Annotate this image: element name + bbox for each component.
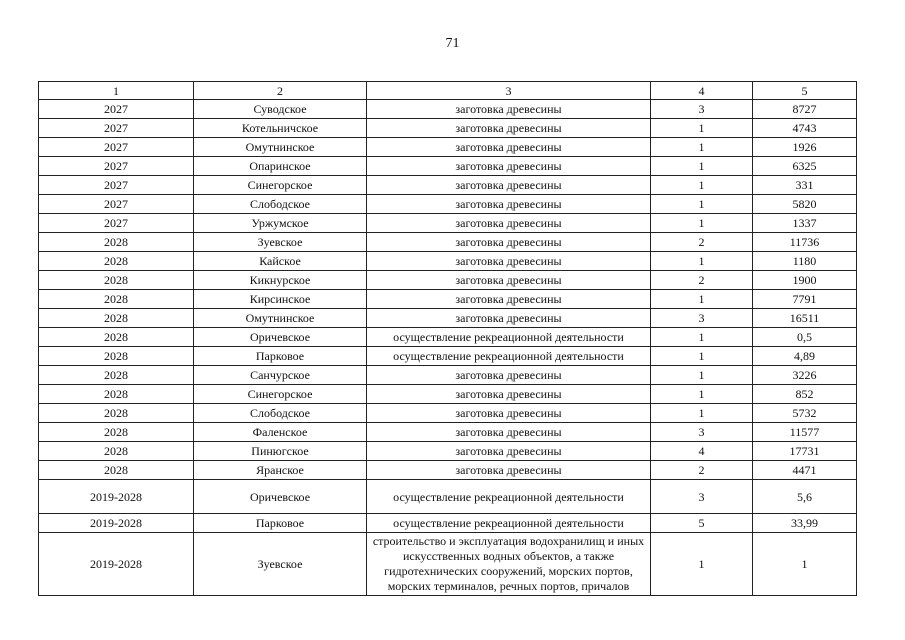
table-cell: 2028: [39, 385, 194, 404]
table-cell: 2: [651, 461, 753, 480]
table-row: [39, 309, 857, 328]
table-cell: заготовка древесины: [367, 461, 651, 480]
table-cell: строительство и эксплуатация водохранилищ и иных искусственных водных объектов, а также гидротехнических сооружений, морских портов, морских терминалов, речных портов, причалов: [367, 533, 651, 596]
table-cell: заготовка древесины: [367, 442, 651, 461]
table-cell: 2027: [39, 138, 194, 157]
table-cell: Опаринское: [194, 157, 367, 176]
table-cell: 1900: [753, 271, 857, 290]
table-cell: Парковое: [194, 514, 367, 533]
table-cell: заготовка древесины: [367, 214, 651, 233]
table-row: [39, 366, 857, 385]
table-cell: Слободское: [194, 404, 367, 423]
table-row: [39, 252, 857, 271]
table-cell: заготовка древесины: [367, 404, 651, 423]
table-row: [39, 461, 857, 480]
table-cell: 11577: [753, 423, 857, 442]
table-cell: 1: [651, 176, 753, 195]
table-body: [39, 100, 857, 596]
table-cell: 2027: [39, 195, 194, 214]
table-cell: 2027: [39, 157, 194, 176]
column-header: 3: [367, 82, 651, 100]
table-cell: Синегорское: [194, 176, 367, 195]
table-cell: Яранское: [194, 461, 367, 480]
table-row: [39, 347, 857, 366]
table-row: [39, 214, 857, 233]
table-cell: осуществление рекреационной деятельности: [367, 480, 651, 514]
table-cell: 2028: [39, 366, 194, 385]
table-row: [39, 100, 857, 119]
table-cell: заготовка древесины: [367, 100, 651, 119]
table-cell: осуществление рекреационной деятельности: [367, 328, 651, 347]
table-cell: 852: [753, 385, 857, 404]
table-cell: 2028: [39, 347, 194, 366]
table-row: [39, 514, 857, 533]
table-cell: 4471: [753, 461, 857, 480]
table-cell: Омутнинское: [194, 138, 367, 157]
table-cell: 2028: [39, 309, 194, 328]
table-cell: Синегорское: [194, 385, 367, 404]
table-cell: 3226: [753, 366, 857, 385]
table-cell: 2028: [39, 290, 194, 309]
table-cell: 1: [651, 214, 753, 233]
table-cell: Пинюгское: [194, 442, 367, 461]
table-cell: Зуевское: [194, 533, 367, 596]
table-cell: 2: [651, 233, 753, 252]
table-cell: 3: [651, 100, 753, 119]
table-row: [39, 119, 857, 138]
table-cell: заготовка древесины: [367, 271, 651, 290]
table-cell: Уржумское: [194, 214, 367, 233]
table-cell: 6325: [753, 157, 857, 176]
table-cell: 11736: [753, 233, 857, 252]
table-cell: заготовка древесины: [367, 423, 651, 442]
table-header-row: [39, 82, 857, 100]
table-cell: 2027: [39, 214, 194, 233]
table-row: [39, 233, 857, 252]
table-cell: 3: [651, 480, 753, 514]
table-cell: заготовка древесины: [367, 252, 651, 271]
table-row: [39, 157, 857, 176]
table-cell: 1: [651, 347, 753, 366]
table-cell: 2028: [39, 442, 194, 461]
table-cell: 2028: [39, 233, 194, 252]
table-cell: 1: [651, 252, 753, 271]
table-cell: 331: [753, 176, 857, 195]
table-row: [39, 480, 857, 514]
table-cell: 3: [651, 423, 753, 442]
table-row: [39, 423, 857, 442]
table-row: [39, 533, 857, 596]
table-cell: 1: [651, 290, 753, 309]
table-cell: 2027: [39, 119, 194, 138]
table-cell: Кайское: [194, 252, 367, 271]
table-cell: 5732: [753, 404, 857, 423]
table-cell: Санчурское: [194, 366, 367, 385]
table-cell: 2028: [39, 461, 194, 480]
table-cell: 2019-2028: [39, 514, 194, 533]
table-cell: 2019-2028: [39, 480, 194, 514]
table-cell: 33,99: [753, 514, 857, 533]
table-cell: 4,89: [753, 347, 857, 366]
table-cell: Зуевское: [194, 233, 367, 252]
table-cell: Оричевское: [194, 328, 367, 347]
table-cell: Фаленское: [194, 423, 367, 442]
table-cell: 17731: [753, 442, 857, 461]
table-cell: заготовка древесины: [367, 195, 651, 214]
table-cell: заготовка древесины: [367, 138, 651, 157]
table-cell: заготовка древесины: [367, 157, 651, 176]
table-cell: 5: [651, 514, 753, 533]
table-cell: 1: [651, 328, 753, 347]
table-cell: заготовка древесины: [367, 119, 651, 138]
table-cell: заготовка древесины: [367, 309, 651, 328]
table-cell: 1: [651, 195, 753, 214]
page-number: 71: [445, 36, 460, 51]
table-cell: 2027: [39, 176, 194, 195]
table-cell: 1: [651, 157, 753, 176]
table-cell: 2028: [39, 423, 194, 442]
table-cell: Кирсинское: [194, 290, 367, 309]
table-cell: 1: [651, 119, 753, 138]
column-header: 5: [753, 82, 857, 100]
table-row: [39, 404, 857, 423]
table-cell: 5,6: [753, 480, 857, 514]
table-cell: 1: [651, 138, 753, 157]
table-row: [39, 195, 857, 214]
table-cell: 16511: [753, 309, 857, 328]
table-cell: 0,5: [753, 328, 857, 347]
table-cell: 2028: [39, 404, 194, 423]
table-cell: Котельничское: [194, 119, 367, 138]
table-row: [39, 290, 857, 309]
column-header: 1: [39, 82, 194, 100]
table-cell: 2027: [39, 100, 194, 119]
table-cell: заготовка древесины: [367, 176, 651, 195]
table-cell: 3: [651, 309, 753, 328]
table-cell: Кикнурское: [194, 271, 367, 290]
table-cell: 2028: [39, 252, 194, 271]
table-cell: 1: [651, 404, 753, 423]
table-cell: Слободское: [194, 195, 367, 214]
table-cell: осуществление рекреационной деятельности: [367, 347, 651, 366]
table-cell: 2: [651, 271, 753, 290]
table-cell: 1: [651, 533, 753, 596]
table-row: [39, 328, 857, 347]
table-cell: 8727: [753, 100, 857, 119]
table-cell: 1180: [753, 252, 857, 271]
table-cell: 2019-2028: [39, 533, 194, 596]
table-cell: Оричевское: [194, 480, 367, 514]
table-row: [39, 271, 857, 290]
table-cell: 1: [753, 533, 857, 596]
table-cell: Парковое: [194, 347, 367, 366]
table-row: [39, 138, 857, 157]
column-header: 4: [651, 82, 753, 100]
table-cell: 2028: [39, 271, 194, 290]
table-cell: Суводское: [194, 100, 367, 119]
table-cell: заготовка древесины: [367, 385, 651, 404]
table-cell: осуществление рекреационной деятельности: [367, 514, 651, 533]
table-cell: заготовка древесины: [367, 233, 651, 252]
table-row: [39, 442, 857, 461]
table-cell: заготовка древесины: [367, 290, 651, 309]
table-cell: 1: [651, 366, 753, 385]
table-cell: 1337: [753, 214, 857, 233]
table-cell: 1926: [753, 138, 857, 157]
data-table: [38, 81, 857, 596]
table-cell: 1: [651, 385, 753, 404]
column-header: 2: [194, 82, 367, 100]
table-cell: 5820: [753, 195, 857, 214]
table-cell: 4743: [753, 119, 857, 138]
table-cell: Омутнинское: [194, 309, 367, 328]
table-row: [39, 385, 857, 404]
table-cell: 4: [651, 442, 753, 461]
table-cell: 2028: [39, 328, 194, 347]
table-cell: 7791: [753, 290, 857, 309]
table-row: [39, 176, 857, 195]
table-cell: заготовка древесины: [367, 366, 651, 385]
